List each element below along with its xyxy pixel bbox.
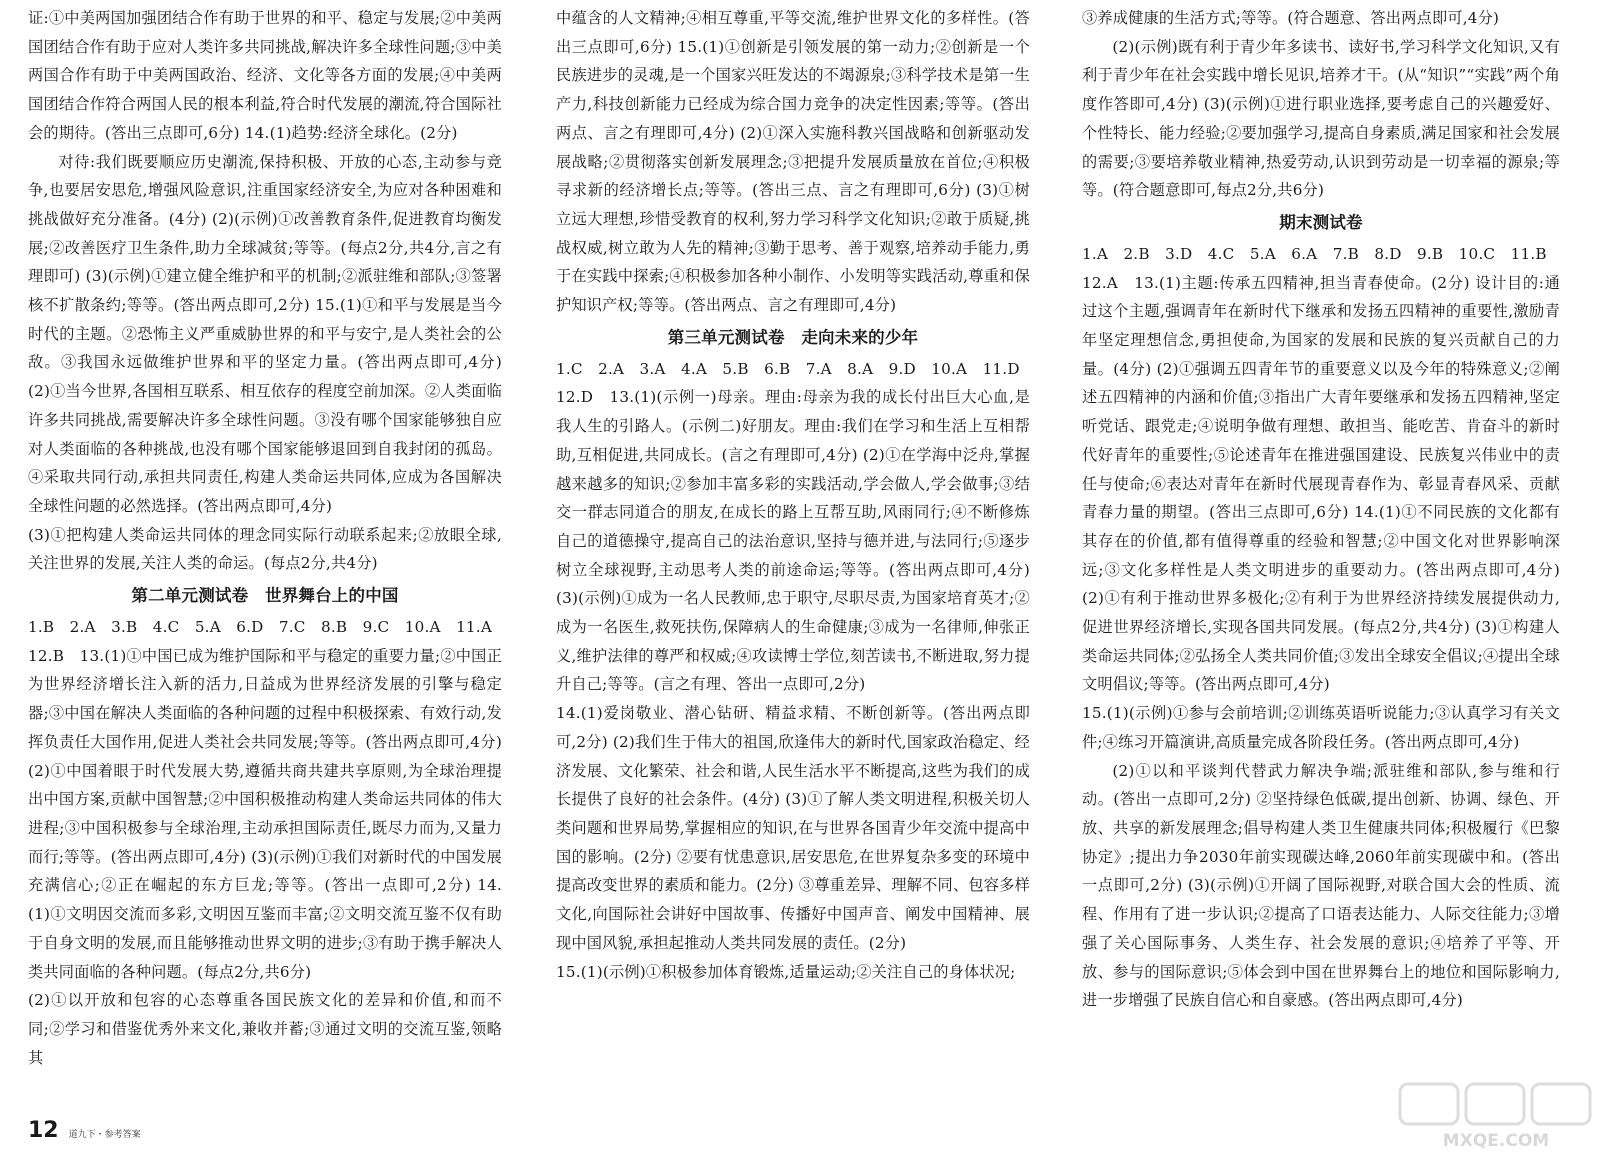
page-number: 12 — [28, 1118, 59, 1143]
answer-paragraph: 12.D 13.(1)(示例一)母亲。理由:母亲为我的成长付出巨大心血,是我人生的引路人。(示例二)好朋友。理由:我们在学习和生活上互相帮助,互相促进,共同成长。(言之有理即可,4分) (2)①在学海中泛舟,掌握越来越多的知识;②参加丰富多彩的实践活动,学会做人,学会做事;③结交一群志同道合的朋友,在成长的路上互帮互助,风雨同行;④不断修炼自己的道德操守,提高自己的法治意识,坚持与德并进,与法同行;⑤逐步树立全球视野,主动思考人类的前途命运;等等。(答出两点即可,4分) (3)(示例)①成为一名人民教师,忠于职守,尽职尽责,为国家培育英才;②成为一名医生,救死扶伤,保障病人的生命健康;③成为一名律师,伸张正义,维护法律的尊严和权威;④攻读博士学位,刻苦读书,不断进取,努力提升自己;等等。(言之有理、答出一点即可,2分) — [556, 388, 1030, 694]
answer-paragraph: 对待:我们既要顺应历史潮流,保持积极、开放的心态,主动参与竞争,也要居安思危,增强风险意识,注重国家经济安全,为应对各种困难和挑战做好充分准备。(4分) (2)(示例)①改善教育条件,促进教育均衡发展;②改善医疗卫生条件,助力全球减贫;等等。(每点2分,共4分,言之有理即可) (3)(示例)①建立健全维护和平的机制;②派驻维和部队;③签署核不扩散条约;等等。(答出两点即可,2分) 15.(1)①和平与发展是当今时代的主题。②恐怖主义严重威胁世界的和平与安宁,是人类社会的公敌。③我国永远做维护世界和平的坚定力量。(答出两点即可,4分) (2)①当今世界,各国相互联系、相互依存的程度空前加深。②人类面临许多共同挑战,需要解决许多全球性问题。③没有哪个国家能够独自应对人类面临的各种挑战,也没有哪个国家能够退回到自我封闭的孤岛。④采取共同行动,承担共同责任,构建人类命运共同体,应成为各国解决全球性问题的必然选择。(答出两点即可,4分) — [28, 152, 502, 515]
answer-paragraph: 中蕴含的人文精神;④相互尊重,平等交流,维护世界文化的多样性。(答出三点即可,6分) 15.(1)①创新是引领发展的第一动力;②创新是一个民族进步的灵魂,是一个国家兴旺发达的不竭源泉;③科学技术是第一生产力,科技创新能力已经成为综合国力竞争的决定性因素;等等。(答出两点、言之有理即可,4分) (2)①深入实施科教兴国战略和创新驱动发展战略;②贯彻落实创新发展理念;③把提升发展质量放在首位;④积极寻求新的经济增长点;等等。(答出三点、言之有理即可,6分) (3)①树立远大理想,珍惜受教育的权利,努力学习科学文化知识;②敢于质疑,挑战权威,树立敢为人先的精神;③勤于思考、善于观察,培养动手能力,勇于在实践中探索;④积极参加各种小制作、小发明等实践活动,尊重和保护知识产权;等等。(答出两点、言之有理即可,4分) — [556, 9, 1030, 315]
answer-paragraph: (2)①以和平谈判代替武力解决争端;派驻维和部队,参与维和行动。(答出一点即可,2分) ②坚持绿色低碳,提出创新、协调、绿色、开放、共享的新发展理念;倡导构建人类卫生健康共同体;积极履行《巴黎协定》;提出力争2030年前实现碳达峰,2060年前实现碳中和。(答出一点即可,2分) (3)(示例)①开阔了国际视野,对联合国大会的性质、流程、作用有了进一步认识;②提高了口语表达能力、人际交往能力;③增强了关心国际事务、人类生存、社会发展的意识;④培养了平等、开放、参与的国际意识;⑤体会到中国在世界舞台上的地位和国际影响力,进一步增强了民族自信心和自豪感。(答出两点即可,4分) — [1082, 761, 1560, 1010]
section-heading-unit-3: 第三单元测试卷 走向未来的少年 — [667, 327, 919, 347]
section-heading-unit-2: 第二单元测试卷 世界舞台上的中国 — [131, 586, 399, 606]
answer-paragraph: 12.A 13.(1)主题:传承五四精神,担当青春使命。(2分) 设计目的:通过这个主题,强调青年在新时代下继承和发扬五四精神的重要性,激励青年坚定理想信念,勇担使命,为国家的发展和民族的复兴贡献自己的力量。(4分) (2)①强调五四青年节的重要意义以及今年的特殊意义;②阐述五四精神的内涵和价值;③指出广大青年要继承和发扬五四精神,坚定听党话、跟党走;④说明争做有理想、敢担当、能吃苦、肯奋斗的新时代好青年的重要性;⑤论述青年在推进强国建设、民族复兴伟业中的责任与使命;⑥表达对青年在新时代展现青春作为、彰显青春风采、贡献青春力量的期望。(答出三点即可,6分) 14.(1)①不同民族的文化都有其存在的价值,都有值得尊重的经验和智慧;②中国文化对世界影响深远;③文化多样性是人类文明进步的重要动力。(答出两点即可,4分) (2)①有利于推动世界多极化;②有利于为世界经济持续发展提供动力,促进世界经济增长,实现各国共同发展。(每点2分,共4分) (3)①构建人类命运共同体;②弘扬全人类共同价值;③发出全球安全倡议;④提出全球文明倡议;等等。(答出两点即可,4分) — [1082, 273, 1560, 694]
answer-paragraph: 12.B 13.(1)①中国已成为维护国际和平与稳定的重要力量;②中国正为世界经济增长注入新的活力,日益成为世界经济发展的引擎与稳定器;③中国在解决人类面临的各种问题的过程中积极探索、有效行动,发挥负责任大国作用,促进人类社会共同发展;等等。(答出两点即可,4分) (2)①中国着眼于时代发展大势,遵循共商共建共享原则,为全球治理提出中国方案,贡献中国智慧;②中国积极推动构建人类命运共同体的伟大进程;③中国积极参与全球治理,主动承担国际责任,既尽力而为,又量力而行;等等。(答出两点即可,4分) (3)(示例)①我们对新时代的中国发展充满信心;②正在崛起的东方巨龙;等等。(答出一点即可,2分) 14.(1)①文明因交流而多彩,文明因互鉴而丰富;②文明交流互鉴不仅有助于自身文明的发展,而且能够推动世界文明的进步;③有助于携手解决人类共同面临的各种问题。(每点2分,共6分) — [28, 646, 502, 981]
watermark-text: MXQE.COM — [1442, 1131, 1550, 1151]
multiple-choice-answers: 1.A 2.B 3.D 4.C 5.A 6.A 7.B 8.D 9.B 10.C 11.B — [1082, 244, 1547, 263]
section-heading-final-exam: 期末测试卷 — [1279, 212, 1363, 232]
answer-paragraph: 14.(1)爱岗敬业、潜心钻研、精益求精、不断创新等。(答出两点即可,2分) (2)我们生于伟大的祖国,欣逢伟大的新时代,国家政治稳定、经济发展、文化繁荣、社会和谐,人民生活水平不断提高,这些为我们的成长提供了良好的社会条件。(4分) (3)①了解人类文明进程,积极关切人类问题和世界局势,掌握相应的知识,在与世界各国青少年交流中提高中国的影响。(2分) ②要有忧患意识,居安思危,在世界复杂多变的环境中提高改变世界的素质和能力。(2分) ③尊重差异、理解不同、包容多样文化,向国际社会讲好中国故事、传播好中国声音、阐发中国精神、展现中国风貌,承担起推动人类共同发展的责任。(2分) — [556, 704, 1030, 952]
multiple-choice-answers: 1.C 2.A 3.A 4.A 5.B 6.B 7.A 8.A 9.D 10.A 11.D — [556, 359, 1020, 378]
answer-column-left — [28, 4, 502, 1072]
answer-paragraph: 15.(1)(示例)①积极参加体育锻炼,适量运动;②关注自己的身体状况; — [556, 962, 1016, 981]
multiple-choice-answers: 1.B 2.A 3.B 4.C 5.A 6.D 7.C 8.B 9.C 10.A 11.A — [28, 618, 492, 637]
watermark-logo — [1398, 1082, 1594, 1152]
answer-column-middle — [556, 4, 1030, 986]
answer-paragraph: ③养成健康的生活方式;等等。(符合题意、答出两点即可,4分) — [1082, 9, 1500, 27]
page-footer — [28, 1118, 141, 1143]
answer-paragraph: (2)①以开放和包容的心态尊重各国民族文化的差异和价值,和而不同;②学习和借鉴优秀外来文化,兼收并蓄;③通过文明的交流互鉴,领略其 — [28, 991, 502, 1067]
answer-column-right — [1082, 4, 1560, 1015]
answer-paragraph: (3)①把构建人类命运共同体的理念同实际行动联系起来;②放眼全球,关注世界的发展,关注人类的命运。(每点2分,共4分) — [28, 525, 502, 573]
answer-paragraph: 15.(1)(示例)①参与会前培训;②训练英语听说能力;③认真学习有关文件;④练习开篇演讲,高质量完成各阶段任务。(答出两点即可,4分) — [1082, 704, 1560, 751]
answer-paragraph: (2)(示例)既有利于青少年多读书、读好书,学习科学文化知识,又有利于青少年在社会实践中增长见识,培养才干。(从“知识”“实践”两个角度作答即可,4分) (3)(示例)①进行职业选择,要考虑自己的兴趣爱好、个性特长、能力经验;②要加强学习,提高自身素质,满足国家和社会发展的需要;③要培养敬业精神,热爱劳动,认识到劳动是一切幸福的源泉;等等。(符合题意即可,每点2分,共6分) — [1082, 37, 1560, 200]
answer-paragraph: 证:①中美两国加强团结合作有助于世界的和平、稳定与发展;②中美两国团结合作有助于应对人类许多共同挑战,解决许多全球性问题;③中美两国合作有助于中美两国政治、经济、文化等各方面的发展;④中美两国团结合作符合两国人民的根本利益,符合时代发展的潮流,符合国际社会的期待。(答出三点即可,6分) 14.(1)趋势:经济全球化。(2分) — [28, 9, 502, 142]
footer-caption: 道九下・参考答案 — [68, 1130, 141, 1140]
